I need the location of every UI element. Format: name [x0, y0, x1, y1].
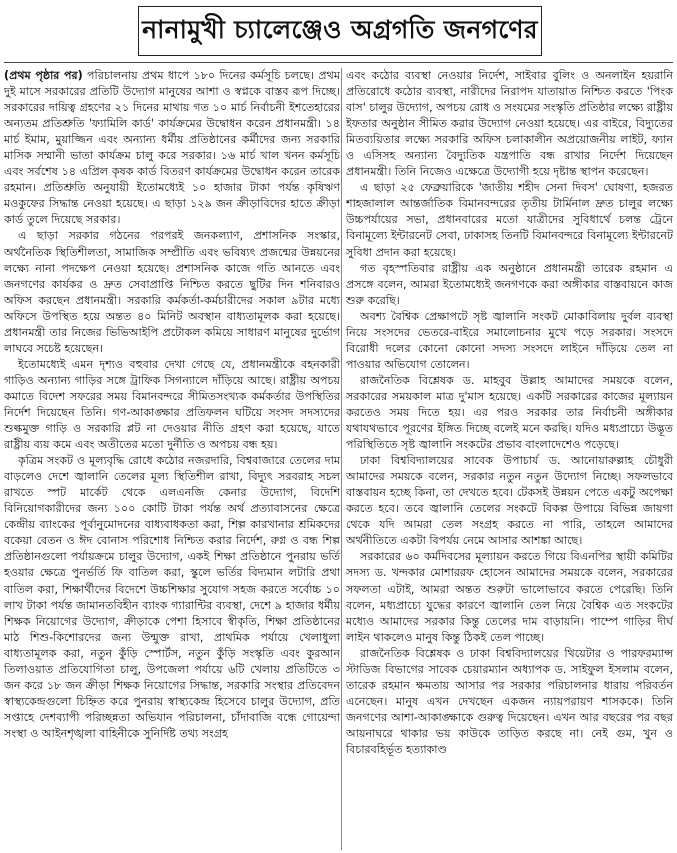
left-paragraph-2: এ ছাড়া সরকার গঠনের পরপরই জনকল্যাণ, প্রশাসনিক সংস্কার, অর্থনৈতিক স্থিতিশীলতা, সামাজিক সম্প্রীতি এবং ভবিষ্যৎ প্রজন্মের উন্নয়নের লক্ষ্যে নানা পদক্ষেপ নেওয়া হয়েছে। প্রশাসনিক কাজে গতি আনতে এবং জনগণের কার্যকর ও দ্রুত সেবাপ্রাপ্তি নিশ্চিত করতে ছুটির দিন শনিবারও অফিস করছেন প্রধানমন্ত্রী। সরকারি কর্মকর্তা-কর্মচারীদের সকাল ৯টার মধ্যে অফিসে উপস্থিত হয়ে অন্তত ৪০ মিনিট অবস্থান বাধ্যতামূলক করা হয়েছে। প্রধানমন্ত্রী তার নিজের ভিভিআইপি প্রটোকল কমিয়ে সাধারণ মানুষের দুর্ভোগ লাঘবে সচেষ্ট হয়েছেন। [4, 229, 340, 355]
headline: নানামুখী চ্যালেঞ্জেও অগ্রগতি জনগণের [142, 14, 538, 44]
right-paragraph-1: এবং কঠোর ব্যবস্থা নেওয়ার নির্দেশ, সাইবার বুলিং ও অনলাইন হয়রানি প্রতিরোধে কঠোর ব্যবস্থা, নারীদের নিরাপদ যাতায়াত নিশ্চিত করতে 'পিংক বাস' চালুর উদ্যোগ, অপচয় রোধ ও সংযমের সংস্কৃতি প্রতিষ্ঠার লক্ষ্যে রাষ্ট্রীয় ইফতার অনুষ্ঠান সীমিত করার উদ্যোগ নেওয়া হয়েছে। এর বাইরে, বিদ্যুতের মিতব্যয়িতার লক্ষ্যে সরকারি অফিস চলাকালীন অপ্রয়োজনীয় লাইট, ফ্যান ও এসিসহ অন্যান্য বৈদ্যুতিক যন্ত্রপাতি বন্ধ রাখার নির্দেশ দিয়েছেন প্রধানমন্ত্রী। তিনি নিজেও এক্ষেত্রে উদ্যোগী হয়ে দৃষ্টান্ত স্থাপন করেছেন। [346, 69, 673, 179]
right-paragraph-5: রাজনৈতিক বিশ্লেষক ড. মাহবুব উল্লাহ আমাদের সময়কে বলেন, সরকারের সময়কাল মাত্র দু'মাস হয়েছে। একটি সরকারের কাজের মূল্যায়ন করতেও সময় দিতে হয়। এর পরও সরকার তার নির্বাচনী অঙ্গীকার যথাযথভাবে পূরণের ইঙ্গিত দিচ্ছে বলেই মনে করছি। যদিও মধ্যপ্রাচ্যে উদ্ভূত পরিস্থিতিতে সৃষ্ট জ্বালানি সংকটের প্রভাব বাংলাদেশেও পড়েছে। [346, 373, 673, 452]
right-paragraph-3: গত বৃহস্পতিবার রাষ্ট্রীয় এক অনুষ্ঠানে প্রধানমন্ত্রী তারেক রহমান এ প্রসঙ্গে বলেন, আমরা ইতোমধ্যেই জনগণকে করা অঙ্গীকার বাস্তবায়নে কাজ শুরু করেছি। [346, 261, 673, 307]
right-paragraph-8: রাজনৈতিক বিশ্লেষক ও ঢাকা বিশ্ববিদ্যালয়ের থিয়েটার ও পারফরম্যান্স স্টাডিজ বিভাগের সাবেক চেয়ারম্যান অধ্যাপক ড. সাইফুল ইসলাম বলেন, তারেক রহমান ক্ষমতায় আসার পর সরকার পরিচালনার ধারায় পরিবর্তন এনেছেন। মানুষ এখন দেখছেন একজন ন্যায়পরায়ণ শাসককে। তিনি জনগণের আশা-আকাঙ্ক্ষাকে গুরুত্ব দিয়েছেন। এখন আর বছরের পর বছর আয়নাঘরে থাকার ভয় কাউকে তাড়িত করছে না। নেই গুম, খুন ও বিচারবহির্ভূত হত্যাকাণ্ড [346, 646, 673, 756]
column-divider [341, 68, 342, 850]
left-paragraph-1-text: পরিচালনায় প্রথম ধাপে ১৮০ দিনের কর্মসূচি চলছে। প্রথম দুই মাসে সরকারের প্রতিটি উদ্যোগ মানুষের আশা ও স্বপ্নকে বাস্তব রূপ দিচ্ছে। সরকারের দায়িত্ব গ্রহণের ২১ দিনের মাথায় গত ১০ মার্চ নির্বাচনী ইশতেহারের অন্যতম প্রতিশ্রুতি 'ফ্যামিলি কার্ড' কার্যক্রমের উদ্বোধন করেন প্রধানমন্ত্রী। ১৪ মার্চ ইমাম, মুয়াজ্জিন এবং অন্যান্য ধর্মীয় প্রতিষ্ঠানের কর্মীদের জন্য সরকারি মাসিক সম্মানী ভাতা কার্যক্রম চালু করে সরকার। ১৬ মার্চ খাল খনন কর্মসূচি এবং সর্বশেষ ১৪ এপ্রিল কৃষক কার্ড বিতরণ কার্যক্রমের উদ্বোধন করেন তারেক রহমান। প্রতিশ্রুতি অনুযায়ী ইতোমধ্যেই ১০ হাজার টাকা পর্যন্ত কৃষিঋণ মওকুফের সিদ্ধান্ত নেওয়া হয়েছে। এ ছাড়া ১২৯ জন ক্রীড়াবিদের হাতে ক্রীড়া কার্ড তুলে দিয়েছে সরকার। [4, 69, 340, 227]
right-paragraph-7: সরকারের ৬০ কর্মদিবসের মূল্যায়ন করতে গিয়ে বিএনপির স্থায়ী কমিটির সদস্য ড. খন্দকার মোশাররফ হোসেন আমাদের সময়কে বলেন, সরকারের সফলতা এটাই, আমরা অন্তত শুরুটা ভালোভাবে করতে পেরেছি। তিনি বলেন, মধ্যপ্রাচ্যে যুদ্ধের কারণে জ্বালানি তেল নিয়ে বৈশ্বিক এত সংকটের মধ্যেও আমাদের সরকার কিন্তু তেলের দাম বাড়ায়নি। পাম্পে গাড়ির দীর্ঘ লাইন থাকলেও মানুষ কিন্তু ঠিকই তেল পাচ্ছে। [346, 550, 673, 644]
left-column [4, 68, 340, 850]
right-paragraph-6: ঢাকা বিশ্ববিদ্যালয়ের সাবেক উপাচার্য ড. আনোয়ারুল্লাহ চৌধুরী আমাদের সময়কে বলেন, সরকার নতুন নতুন উদ্যোগ নিচ্ছে। সফলভাবে বাস্তবায়ন হচ্ছে কিনা, তা দেখতে হবে। টেকসই উন্নয়ন পেতে একটু অপেক্ষা করতে হবে। তবে জ্বালানি তেলের সংকটে বিকল্প উপায়ে বিভিন্ন জায়গা থেকে যদি আমরা তেল সংগ্রহ করতে না পারি, তাহলে আমাদের অর্থনীতিতে একটা বিপর্যয় নেমে আসার আশঙ্কা আছে। [346, 454, 673, 548]
headline-rule [4, 62, 673, 63]
right-paragraph-4: অবশ্য বৈশ্বিক প্রেক্ষাপটে সৃষ্ট জ্বালানি সংকট মোকাবিলায় দুর্বল ব্যবস্থা নিয়ে সংসদের ভেতরে-বাইরে সমালোচনার মুখে পড়ে সরকার। সংসদে বিরোধী দলের কোনো কোনো সদস্য সংসদে লাইনে দাঁড়িয়ে তেল না পাওয়ার অভিযোগ তোলেন। [346, 309, 673, 371]
left-paragraph-1 [4, 68, 340, 228]
right-column [346, 68, 673, 850]
right-paragraph-2: এ ছাড়া ২৫ ফেব্রুয়ারিকে 'জাতীয় শহীদ সেনা দিবস' ঘোষণা, হজরত শাহজালাল আন্তর্জাতিক বিমানবন্দরের তৃতীয় টার্মিনাল দ্রুত চালুর লক্ষ্যে উচ্চপর্যায়ের সভা, প্রধানবারের মতো যাত্রীদের সুবিধার্থে চলন্ত ট্রেনে বিনামূল্যে ইন্টারনেট সেবা, ঢাকাসহ তিনটি বিমানবন্দরে বিনামূল্যে ইন্টারনেট সুবিধা প্রদান করা হয়েছে। [346, 181, 673, 259]
lead-tag: (প্রথম পৃষ্ঠার পর) [4, 69, 83, 82]
left-paragraph-4: কৃত্রিম সংকট ও মূল্যবৃদ্ধি রোধে কঠোর নজরদারি, বিশ্ববাজারে তেলের দাম বাড়লেও দেশে জ্বালানি তেলের মূল্য স্থিতিশীল রাখা, বিদ্যুৎ সরবরাহ সচল রাখতে স্পট মার্কেট থেকে এলএনজি কেনার উদ্যোগ, বিদেশি বিনিয়োগকারীদের জন্য ১০০ কোটি টাকা পর্যন্ত অর্থ প্রত্যাবাসনের ক্ষেত্রে কেন্দ্রীয় ব্যাংকের পূর্বানুমোদনের বাধ্যবাধকতা করা, শিল্প কারখানার শ্রমিকদের বকেয়া বেতন ও ঈদ বোনাস পরিশোধ নিশ্চিত করার নির্দেশ, রুগ্ন ও বন্ধ শিল্প প্রতিষ্ঠানগুলো পর্যায়ক্রমে চালুর উদ্যোগ, একই শিক্ষা প্রতিষ্ঠানে পুনরায় ভর্তি হওয়ার ক্ষেত্রে পুনর্ভর্তি ফি বাতিল করা, স্কুলে ভর্তির বিদ্যমান লটারি প্রথা বাতিল করা, শিক্ষার্থীদের বিদেশে উচ্চশিক্ষার সুযোগ সহজ করতে সর্বোচ্চ ১০ লাখ টাকা পর্যন্ত জামানতবিহীন ব্যাংক গ্যারান্টির ব্যবস্থা, দেশে ৯ হাজার ধর্মীয় শিক্ষক নিয়োগের উদ্যোগ, ক্রীড়াকে পেশা হিসাবে স্বীকৃতি, শিক্ষা প্রতিষ্ঠানের মাঠ শিশু-কিশোরদের জন্য উন্মুক্ত রাখা, প্রাথমিক পর্যায়ে খেলাধুলা বাধ্যতামূলক করা, নতুন কুঁড়ি স্পোর্টস, নতুন কুঁড়ি সংস্কৃতি এবং কুরআন তিলাওয়াত প্রতিযোগিতা চালু, উপজেলা পর্যায়ে ৬টি খেলায় প্রতিটিতে ৩ জন করে ১৮ জন ক্রীড়া শিক্ষক নিয়োগের সিদ্ধান্ত, সরকারি সংস্থার প্রতিবেদন স্বাস্থ্যকেন্দ্রগুলো চিহ্নিত করে পুনরায় স্বাস্থ্যকেন্দ্র হিসেবে চালুর উদ্যোগ, প্রতি সপ্তাহে দেশব্যাপী পরিচ্ছন্নতা অভিযান পরিচালনা, চাঁদাবাজি বন্ধে গোয়েন্দা সংস্থা ও আইনশৃঙ্খলা বাহিনীকে সুনির্দিষ্ট তথ্য সংগ্রহ [4, 454, 340, 740]
headline-box [138, 6, 542, 56]
left-paragraph-3: ইতোমধ্যেই এমন দৃশ্যও বহুবার দেখা গেছে যে, প্রধানমন্ত্রীকে বহনকারী গাড়িও অন্যান্য গাড়ির সঙ্গে ট্রাফিক সিগন্যালে দাঁড়িয়ে আছে। রাষ্ট্রীয় অপচয় কমাতে বিদেশ সফরের সময় বিমানবন্দরে সীমিতসংখ্যক কর্মকর্তার উপস্থিতির নির্দেশ দিয়েছেন তিনি। গণ-আকাঙ্ক্ষার প্রতিফলন ঘটিয়ে সংসদ সদস্যদের শুল্কমুক্ত গাড়ি ও সরকারি প্লট না দেওয়ার নীতি গ্রহণ করা হয়েছে, যাতে রাষ্ট্রীয় ব্যয় কমে এবং অতীতের মতো দুর্নীতি ও অপচয় বন্ধ হয়। [4, 357, 340, 452]
